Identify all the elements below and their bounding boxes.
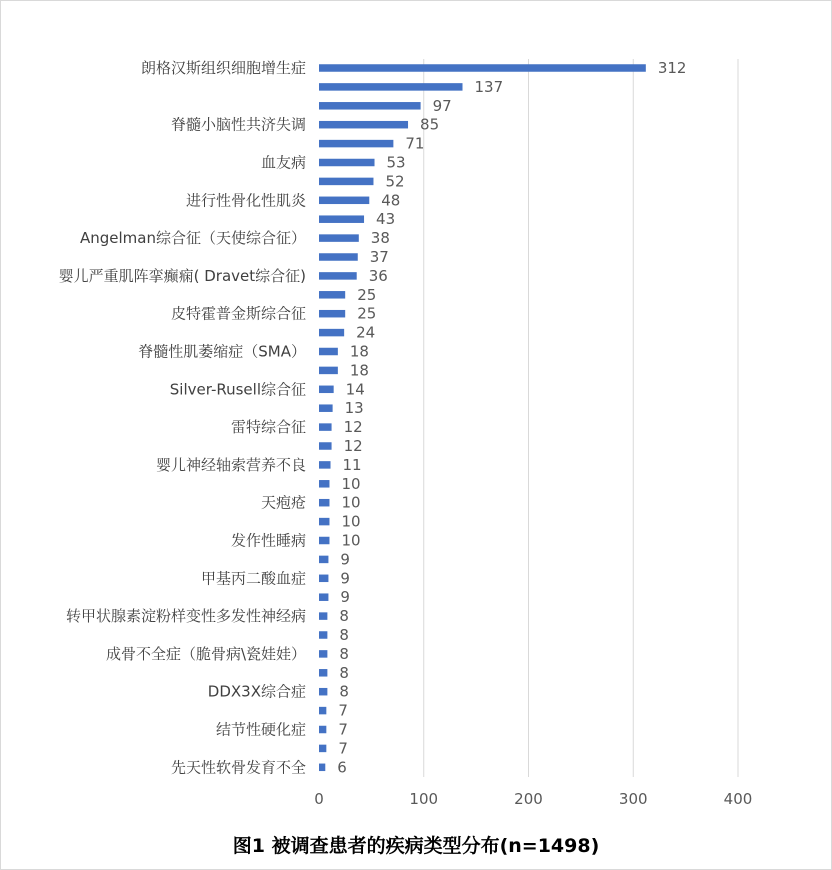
value-label: 9	[340, 550, 350, 569]
category-label: 婴儿神经轴索营养不良	[155, 455, 306, 474]
bar	[319, 234, 359, 242]
value-label: 8	[339, 663, 349, 682]
bar	[319, 64, 646, 72]
category-label: 朗格汉斯组织细胞增生症	[140, 59, 306, 77]
bar	[319, 253, 358, 261]
category-label: DDX3X综合症	[207, 682, 306, 701]
bar	[319, 159, 375, 167]
bar	[319, 480, 329, 488]
value-label: 8	[339, 626, 349, 644]
value-label: 43	[376, 210, 396, 229]
bar	[319, 499, 329, 507]
category-label: 转甲状腺素淀粉样变性多发性神经病	[65, 607, 306, 626]
bar	[319, 726, 326, 734]
category-label: Angelman综合征（天使综合征）	[80, 229, 306, 248]
value-label: 36	[368, 266, 388, 285]
category-labels	[59, 59, 307, 776]
value-label: 10	[341, 474, 361, 493]
x-tick-label: 100	[409, 790, 439, 808]
category-label: 血友病	[260, 153, 306, 172]
value-label: 13	[344, 399, 364, 418]
bar	[319, 669, 327, 677]
bar	[319, 707, 326, 715]
value-label: 18	[349, 361, 369, 380]
value-label: 24	[356, 323, 376, 342]
value-label: 52	[385, 172, 405, 191]
value-label: 10	[341, 493, 361, 512]
value-label: 9	[340, 569, 350, 588]
value-label: 7	[338, 701, 348, 720]
value-labels	[337, 59, 686, 776]
category-label: 甲基丙二酸血症	[200, 569, 306, 588]
bars	[319, 64, 646, 771]
category-label: 婴儿严重肌阵挛癫痫( Dravet综合征)	[58, 266, 306, 285]
value-label: 48	[381, 191, 401, 210]
value-label: 14	[345, 380, 365, 399]
bar	[319, 423, 332, 431]
value-label: 12	[343, 437, 363, 455]
bar	[319, 367, 338, 375]
bar	[319, 612, 327, 620]
value-label: 7	[338, 720, 348, 739]
category-label: 脊髓小脑性共济失调	[170, 115, 306, 134]
value-label: 37	[369, 248, 389, 266]
bar	[319, 650, 327, 658]
value-label: 11	[342, 455, 362, 474]
bar	[319, 745, 326, 753]
category-label: 成骨不全症（脆骨病\瓷娃娃）	[105, 644, 306, 663]
bar	[319, 102, 421, 110]
value-label: 8	[339, 682, 349, 701]
category-label: 先天性软骨发育不全	[170, 758, 306, 777]
value-label: 18	[349, 342, 369, 361]
bar	[319, 348, 338, 356]
x-tick-label: 300	[618, 790, 648, 808]
value-label: 97	[432, 96, 452, 115]
category-label: 脊髓性肌萎缩症（SMA）	[138, 342, 306, 361]
bar	[319, 537, 329, 545]
bar	[319, 386, 334, 394]
value-label: 8	[339, 607, 349, 626]
bar	[319, 178, 373, 186]
value-label: 25	[357, 285, 377, 304]
value-label: 6	[337, 758, 347, 777]
value-label: 8	[339, 644, 349, 663]
category-label: 发作性睡病	[230, 531, 306, 550]
bar	[319, 310, 345, 318]
bar	[319, 556, 328, 564]
value-label: 10	[341, 531, 361, 550]
bar	[319, 404, 333, 412]
chart-title: 图1 被调查患者的疾病类型分布(n=1498)	[232, 835, 600, 857]
category-label: 天疱疮	[260, 493, 306, 512]
category-label: 皮特霍普金斯综合征	[170, 304, 306, 323]
bar	[319, 197, 369, 205]
bar	[319, 291, 345, 299]
x-tick-label: 400	[723, 790, 753, 808]
bar	[319, 461, 331, 469]
category-label: 雷特综合征	[230, 418, 306, 437]
x-tick-label: 0	[314, 790, 324, 808]
category-label: 结节性硬化症	[215, 720, 306, 739]
value-label: 137	[474, 77, 504, 96]
value-label: 10	[341, 512, 361, 531]
bar	[319, 764, 325, 772]
bar	[319, 140, 393, 148]
bar	[319, 631, 327, 639]
x-axis-ticks	[314, 790, 752, 808]
value-label: 25	[357, 304, 377, 323]
bar-chart	[1, 1, 831, 821]
bar	[319, 442, 332, 450]
bar	[319, 593, 328, 601]
value-label: 53	[386, 153, 406, 172]
bar	[319, 329, 344, 337]
gridlines	[424, 59, 738, 777]
value-label: 85	[420, 115, 440, 134]
bar	[319, 121, 408, 129]
value-label: 7	[338, 739, 348, 758]
value-label: 71	[405, 134, 425, 153]
category-label: 进行性骨化性肌炎	[185, 191, 306, 210]
x-tick-label: 200	[514, 790, 543, 808]
value-label: 38	[370, 229, 390, 248]
bar	[319, 688, 327, 696]
value-label: 12	[343, 418, 363, 437]
bar	[319, 83, 463, 91]
value-label: 312	[657, 59, 687, 77]
value-label: 9	[340, 588, 350, 607]
bar	[319, 518, 329, 526]
bar	[319, 575, 328, 583]
bar	[319, 215, 364, 223]
category-label: Silver-Rusell综合征	[169, 380, 306, 399]
bar	[319, 272, 357, 280]
